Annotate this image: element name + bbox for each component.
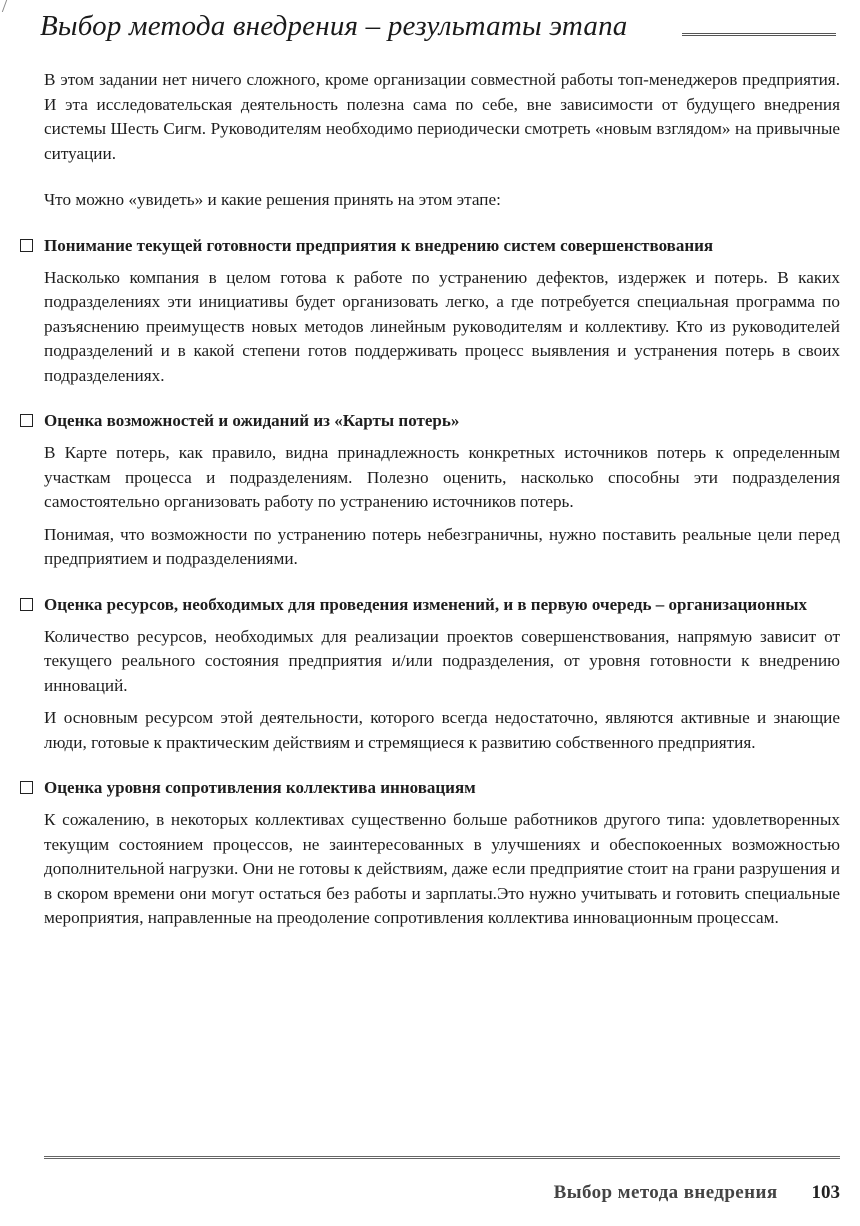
section-paragraph: Понимая, что возможности по устранению потерь небезграничны, нужно поставить реальные цели перед предприятием и подразделениями. [44,524,840,568]
section-body [44,808,840,931]
checkbox-icon [20,414,33,427]
intro-paragraph: В этом задании нет ничего сложного, кроме организации совместной работы топ-менеджеров предприятия. И эта исследовательская деятельность полезна сама по себе, вне зависимости от будущего внедрения системы Шесть Сигм. Руководителям необходимо периодически смотреть «новым взглядом» на привычные ситуации. [44,70,840,163]
section-loss-map [44,408,840,572]
footer-section-name: Выбор метода внедрения [553,1182,778,1203]
section-body [44,625,840,756]
section-paragraph: Насколько компания в целом готова к работе по устранению дефектов, издержек и потерь. В каких подразделениях эти инициативы будет организовать легко, а где потребуется специальная программа по разъяснению преимуществ новых методов линейным руководителям и коллективу. Кто из руководителей подразделений и в какой степени готов поддерживать процесс выявления и устранения потерь в своих подразделениях. [44,267,840,385]
section-heading [44,408,840,433]
section-title: Понимание текущей готовности предприятия к внедрению систем совершенствования [44,235,714,255]
section-readiness [44,233,840,389]
checkbox-icon [20,781,33,794]
page-footer [44,1156,840,1203]
running-footer [554,1182,840,1204]
page-header [40,6,840,50]
checkbox-icon [20,598,33,611]
section-heading [44,233,840,258]
page-title: Выбор метода внедрения – результаты этапа [40,10,628,42]
checkbox-icon [20,239,33,252]
section-resources [44,592,840,756]
section-title: Оценка уровня сопротивления коллектива инновациям [44,778,476,797]
header-rule [682,33,836,36]
footer-rule [44,1156,840,1159]
section-body [44,266,840,389]
section-title: Оценка возможностей и ожиданий из «Карты потерь» [44,411,460,430]
section-resistance [44,775,840,931]
section-heading [44,775,840,800]
section-heading [44,592,840,617]
section-paragraph: И основным ресурсом этой деятельности, которого всегда недостаточно, являются активные и знающие люди, готовые к практическим действиям и стремящиеся к развитию собственного предприятия. [44,708,840,752]
section-body [44,441,840,572]
lead-sentence: Что можно «увидеть» и какие решения принять на этом этапе: [44,190,501,209]
section-paragraph: В Карте потерь, как правило, видна принадлежность конкретных источников потерь к определенным участкам процесса и подразделениям. Полезно оценить, насколько способны эти подразделения самостоятельно организовать работу по устранению источников потерь. [44,443,840,511]
section-paragraph: К сожалению, в некоторых коллективах существенно больше работников другого типа: удовлетворенных текущим состоянием процессов, не заинтересованных в улучшениях и обеспокоенных возможностью дополнительной нагрузки. Они не готовы к действиям, даже если предприятие стоит на грани разрушения и в скором времени они могут остаться без работы и зарплаты.Это нужно учитывать и готовить специальные мероприятия, направленные на преодоление сопротивления коллектива инновационным процессам. [44,810,840,927]
page-number: 103 [811,1182,840,1203]
section-paragraph: Количество ресурсов, необходимых для реализации проектов совершенствования, напрямую зависит от текущего реального состояния предприятия и/или подразделения, от уровня готовности к внедрению инноваций. [44,626,840,695]
page-content [44,68,840,951]
corner-mark [2,0,17,12]
section-title: Оценка ресурсов, необходимых для проведения изменений, и в первую очередь – организационных [44,594,808,614]
